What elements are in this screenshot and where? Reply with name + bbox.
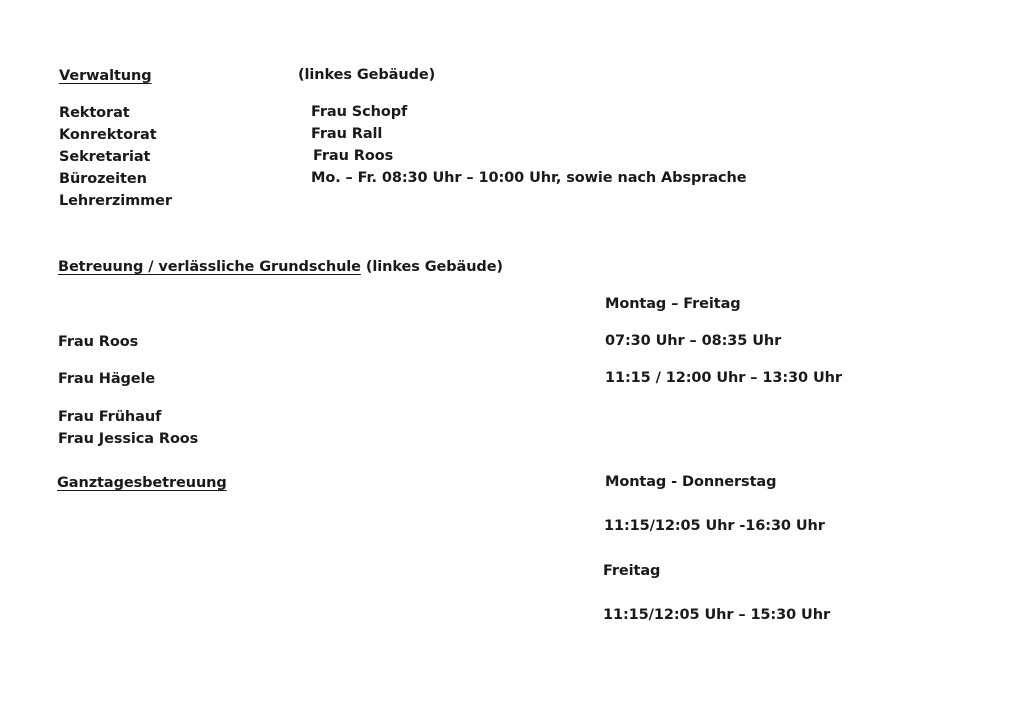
betreuung-staff-3: Frau Frühauf: [58, 409, 162, 425]
buerozeiten-label: Bürozeiten: [59, 171, 147, 187]
ganztag-days-2: Freitag: [603, 563, 661, 579]
betreuung-location: (linkes Gebäude): [365, 259, 503, 275]
ganztag-times-1: 11:15/12:05 Uhr -16:30 Uhr: [604, 518, 825, 534]
sekretariat-value: Frau Roos: [313, 148, 394, 164]
betreuung-heading-line: [58, 258, 503, 276]
betreuung-staff-2: Frau Hägele: [58, 371, 156, 387]
betreuung-days: Montag – Freitag: [605, 296, 741, 312]
konrektorat-value: Frau Rall: [311, 126, 383, 142]
ganztag-heading: Ganztagesbetreuung: [57, 475, 227, 491]
buerozeiten-value: Mo. – Fr. 08:30 Uhr – 10:00 Uhr, sowie nach Absprache: [311, 170, 747, 186]
verwaltung-heading: Verwaltung: [59, 68, 152, 84]
ganztag-times-2: 11:15/12:05 Uhr – 15:30 Uhr: [603, 607, 830, 623]
lehrerzimmer-label: Lehrerzimmer: [59, 193, 172, 209]
konrektorat-label: Konrektorat: [59, 127, 157, 143]
betreuung-staff-1: Frau Roos: [58, 334, 139, 350]
betreuung-time-1: 07:30 Uhr – 08:35 Uhr: [605, 333, 782, 349]
ganztag-days-1: Montag - Donnerstag: [605, 474, 777, 490]
rektorat-value: Frau Schopf: [311, 104, 408, 120]
verwaltung-location: (linkes Gebäude): [298, 67, 436, 83]
betreuung-staff-4: Frau Jessica Roos: [58, 431, 199, 447]
rektorat-label: Rektorat: [59, 105, 130, 121]
betreuung-time-2: 11:15 / 12:00 Uhr – 13:30 Uhr: [605, 370, 842, 386]
betreuung-heading: Betreuung / verlässliche Grundschule: [58, 259, 361, 275]
sekretariat-label: Sekretariat: [59, 149, 151, 165]
